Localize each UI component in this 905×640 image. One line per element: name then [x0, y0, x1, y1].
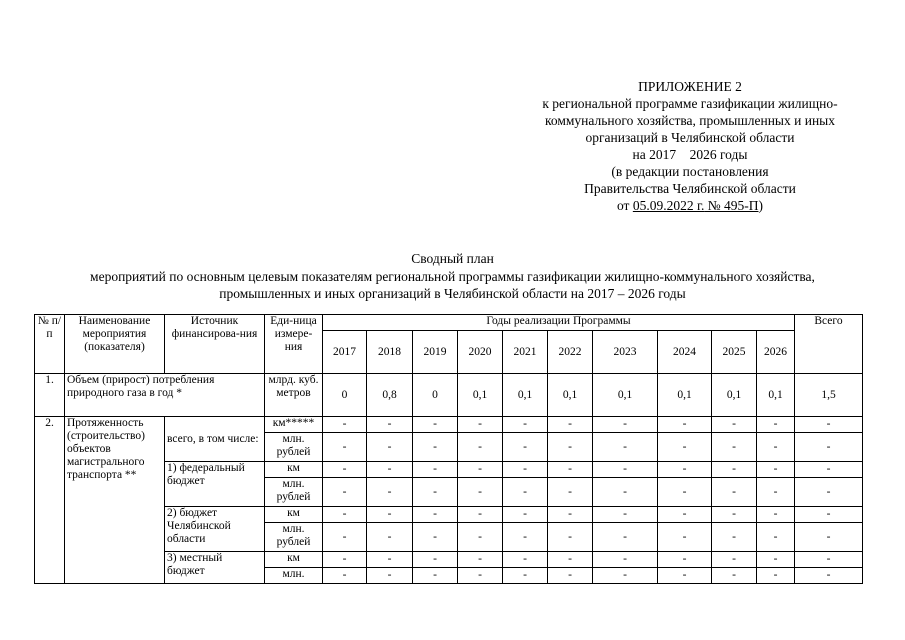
table-row: [35, 374, 863, 417]
value-cell: -: [413, 462, 458, 478]
document-title: [30, 250, 875, 303]
value-cell: -: [413, 507, 458, 523]
header-year: 2017: [323, 331, 367, 374]
value-cell: -: [367, 462, 413, 478]
value-cell: -: [323, 433, 367, 462]
value-cell: -: [658, 478, 712, 507]
value-cell: -: [458, 433, 503, 462]
header-unit: Еди-ница измере-ния: [265, 315, 323, 374]
value-cell: -: [593, 568, 658, 584]
decree-suffix: ): [758, 198, 763, 213]
value-cell: -: [712, 417, 757, 433]
value-cell: -: [323, 507, 367, 523]
value-cell: -: [458, 552, 503, 568]
value-cell: -: [548, 552, 593, 568]
value-cell: 0,1: [503, 374, 548, 417]
value-cell: -: [757, 523, 795, 552]
value-cell: -: [323, 417, 367, 433]
value-cell: -: [413, 552, 458, 568]
value-cell: -: [757, 568, 795, 584]
value-cell: -: [593, 552, 658, 568]
value-cell: 0,1: [593, 374, 658, 417]
value-cell: -: [458, 568, 503, 584]
value-cell: -: [593, 507, 658, 523]
appendix-block: [520, 78, 860, 214]
value-cell: -: [367, 507, 413, 523]
value-cell: -: [367, 433, 413, 462]
value-cell: -: [548, 417, 593, 433]
total-cell: -: [795, 552, 863, 568]
value-cell: 0,8: [367, 374, 413, 417]
row-name: Объем (прирост) потребления природного газа в год *: [65, 374, 265, 417]
value-cell: -: [458, 462, 503, 478]
value-cell: -: [757, 462, 795, 478]
header-year: 2020: [458, 331, 503, 374]
value-cell: 0,1: [458, 374, 503, 417]
value-cell: -: [458, 507, 503, 523]
value-cell: -: [323, 568, 367, 584]
total-cell: -: [795, 433, 863, 462]
value-cell: -: [413, 568, 458, 584]
value-cell: 0: [413, 374, 458, 417]
total-cell: -: [795, 478, 863, 507]
value-cell: -: [658, 523, 712, 552]
value-cell: -: [712, 478, 757, 507]
header-source: Источник финансирова-ния: [165, 315, 265, 374]
appendix-line: ПРИЛОЖЕНИЕ 2: [638, 79, 742, 94]
unit-cell: млн.: [265, 568, 323, 584]
appendix-line: организаций в Челябинской области: [585, 130, 795, 145]
header-year: 2024: [658, 331, 712, 374]
value-cell: -: [548, 507, 593, 523]
decree-line: [520, 197, 860, 214]
header-year: 2019: [413, 331, 458, 374]
value-cell: -: [323, 523, 367, 552]
value-cell: -: [548, 523, 593, 552]
header-years-group: Годы реализации Программы: [323, 315, 795, 331]
value-cell: -: [323, 462, 367, 478]
value-cell: 0,1: [658, 374, 712, 417]
unit-cell: км: [265, 552, 323, 568]
appendix-line: (в редакции постановления: [611, 164, 769, 179]
header-name: Наименование мероприятия (показателя): [65, 315, 165, 374]
decree-date: 05.09.2022 г.: [632, 198, 705, 213]
total-cell: -: [795, 523, 863, 552]
value-cell: -: [367, 478, 413, 507]
header-year: 2026: [757, 331, 795, 374]
value-cell: -: [593, 478, 658, 507]
table-row: [35, 417, 863, 433]
value-cell: -: [503, 462, 548, 478]
value-cell: -: [658, 507, 712, 523]
value-cell: -: [712, 433, 757, 462]
value-cell: -: [757, 417, 795, 433]
value-cell: -: [413, 523, 458, 552]
value-cell: 0,1: [757, 374, 795, 417]
row-name: Протяженность (строительство) объектов магистрального транспорта **: [65, 417, 165, 584]
value-cell: -: [548, 433, 593, 462]
value-cell: -: [658, 433, 712, 462]
header-year: 2021: [503, 331, 548, 374]
appendix-line: на 2017 2026 годы: [632, 147, 748, 162]
unit-cell: млн. рублей: [265, 478, 323, 507]
value-cell: -: [503, 523, 548, 552]
decree-number: № 495-П: [704, 198, 759, 213]
value-cell: -: [413, 417, 458, 433]
header-year: 2025: [712, 331, 757, 374]
header-year: 2022: [548, 331, 593, 374]
total-cell: 1,5: [795, 374, 863, 417]
value-cell: 0,1: [712, 374, 757, 417]
unit-cell: млн. рублей: [265, 433, 323, 462]
value-cell: -: [413, 478, 458, 507]
value-cell: -: [503, 568, 548, 584]
value-cell: -: [413, 433, 458, 462]
title-line-1: Сводный план: [411, 251, 494, 266]
appendix-line: Правительства Челябинской области: [584, 181, 796, 196]
funding-source: 2) бюджет Челябинской области: [165, 507, 265, 552]
value-cell: -: [658, 568, 712, 584]
value-cell: -: [757, 433, 795, 462]
appendix-line: к региональной программе газификации жилищно-: [542, 96, 838, 111]
title-line-2: мероприятий по основным целевым показателям региональной программы газификации жилищно-коммунального хозяйства,: [90, 268, 815, 284]
value-cell: -: [548, 478, 593, 507]
total-cell: -: [795, 462, 863, 478]
header-num: № п/п: [35, 315, 65, 374]
value-cell: -: [712, 507, 757, 523]
value-cell: -: [503, 552, 548, 568]
value-cell: -: [658, 552, 712, 568]
total-cell: -: [795, 417, 863, 433]
row-num: 1.: [35, 374, 65, 417]
unit-cell: км: [265, 507, 323, 523]
header-year: 2018: [367, 331, 413, 374]
funding-source: 3) местный бюджет: [165, 552, 265, 584]
value-cell: -: [367, 523, 413, 552]
value-cell: -: [548, 568, 593, 584]
value-cell: -: [757, 552, 795, 568]
value-cell: -: [503, 433, 548, 462]
funding-source: всего, в том числе:: [165, 417, 265, 462]
total-cell: -: [795, 568, 863, 584]
value-cell: -: [503, 417, 548, 433]
value-cell: -: [548, 462, 593, 478]
value-cell: -: [323, 552, 367, 568]
value-cell: -: [712, 552, 757, 568]
value-cell: -: [712, 523, 757, 552]
value-cell: -: [757, 507, 795, 523]
header-total: Всего: [795, 315, 863, 374]
value-cell: -: [593, 433, 658, 462]
value-cell: -: [712, 568, 757, 584]
total-cell: -: [795, 507, 863, 523]
value-cell: -: [503, 478, 548, 507]
value-cell: 0,1: [548, 374, 593, 417]
value-cell: -: [658, 462, 712, 478]
summary-plan-table: [34, 314, 863, 584]
value-cell: 0: [323, 374, 367, 417]
funding-source: 1) федеральный бюджет: [165, 462, 265, 507]
unit-cell: км*****: [265, 417, 323, 433]
value-cell: -: [458, 417, 503, 433]
value-cell: -: [593, 417, 658, 433]
row-unit: млрд. куб. метров: [265, 374, 323, 417]
header-year: 2023: [593, 331, 658, 374]
value-cell: -: [367, 552, 413, 568]
value-cell: -: [757, 478, 795, 507]
row-num: 2.: [35, 417, 65, 584]
appendix-line: коммунального хозяйства, промышленных и иных: [544, 113, 836, 128]
value-cell: -: [593, 523, 658, 552]
value-cell: -: [503, 507, 548, 523]
value-cell: -: [367, 417, 413, 433]
value-cell: -: [323, 478, 367, 507]
value-cell: -: [593, 462, 658, 478]
decree-prefix: от: [616, 198, 633, 213]
title-line-3: промышленных и иных организаций в Челябинской области на 2017 – 2026 годы: [219, 286, 686, 301]
value-cell: -: [712, 462, 757, 478]
unit-cell: млн. рублей: [265, 523, 323, 552]
value-cell: -: [367, 568, 413, 584]
unit-cell: км: [265, 462, 323, 478]
value-cell: -: [658, 417, 712, 433]
value-cell: -: [458, 523, 503, 552]
value-cell: -: [458, 478, 503, 507]
